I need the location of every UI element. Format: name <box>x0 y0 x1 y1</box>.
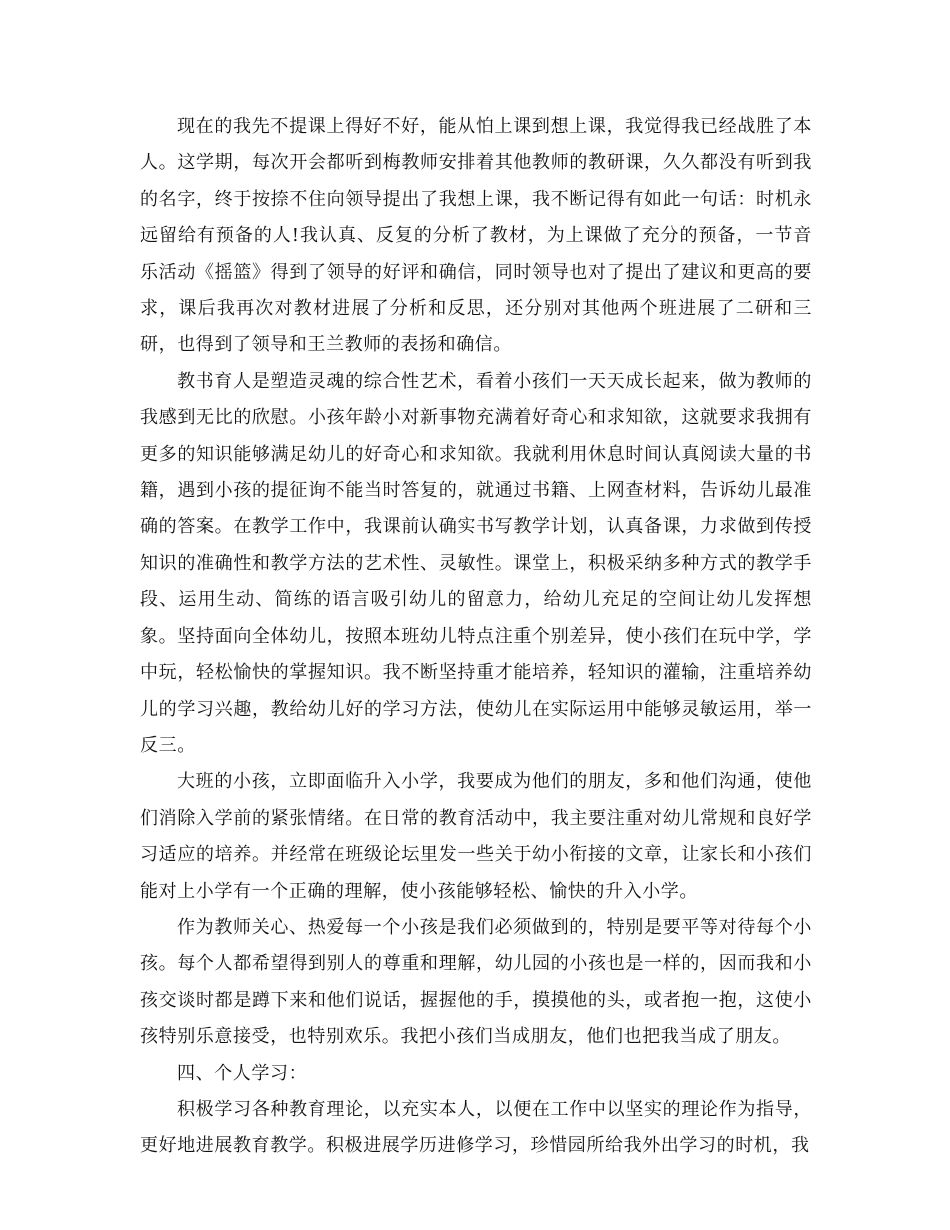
section-heading-personal-study: 四、个人学习： <box>177 1062 308 1084</box>
paragraph-teaching-work: 教书育人是塑造灵魂的综合性艺术，看着小孩们一天天成长起来，做为教师的我感到无比的欣慰。小孩年龄小对新事物充满着好奇心和求知欲，这就要求我拥有更多的知识能够满足幼儿的好奇心和求知欲。我就利用休息时间认真阅读大量的书籍，遇到小孩的提征询不能当时答复的，就通过书籍、上网查材料，告诉幼儿最准确的答案。在教学工作中，我课前认确实书写教学计划，认真备课，力求做到传授知识的准确性和教学方法的艺术性、灵敏性。课堂上，积极采纳多种方式的教学手段、运用生动、简练的语言吸引幼儿的留意力，给幼儿充足的空间让幼儿发挥想象。坚持面向全体幼儿，按照本班幼儿特点注重个别差异，使小孩们在玩中学，学中玩，轻松愉快的掌握知识。我不断坚持重才能培养，轻知识的灌输，注重培养幼儿的学习兴趣，教给幼儿好的学习方法，使幼儿在实际运用中能够灵敏运用，举一反三。 <box>140 370 812 756</box>
document-body <box>140 109 812 1165</box>
paragraph-school-transition: 大班的小孩，立即面临升入小学，我要成为他们的朋友，多和他们沟通，使他们消除入学前的紧张情绪。在日常的教育活动中，我主要注重对幼儿常规和良好学习适应的培养。并经常在班级论坛里发一些关于幼小衔接的文章，让家长和小孩们能对上小学有一个正确的理解，使小孩能够轻松、愉快的升入小学。 <box>140 771 812 902</box>
paragraph-public-lesson: 现在的我先不提课上得好不好，能从怕上课到想上课，我觉得我已经战胜了本人。这学期，每次开会都听到梅教师安排着其他教师的教研课，久久都没有听到我的名字，终于按捺不住向领导提出了我想上课，我不断记得有如此一句话：时机永远留给有预备的人!我认真、反复的分析了教材，为上课做了充分的预备，一节音乐活动《摇篮》得到了领导的好评和确信，同时领导也对了提出了建议和更高的要求，课后我再次对教材进展了分析和反思，还分别对其他两个班进展了二研和三研，也得到了领导和王兰教师的表扬和确信。 <box>140 116 812 356</box>
paragraph-caring-children: 作为教师关心、热爱每一个小孩是我们必须做到的，特别是要平等对待每个小孩。每个人都希望得到别人的尊重和理解，幼儿园的小孩也是一样的，因而我和小孩交谈时都是蹲下来和他们说话，握握他的手，摸摸他的头，或者抱一抱，这使小孩特别乐意接受，也特别欢乐。我把小孩们当成朋友，他们也把我当成了朋友。 <box>140 916 812 1048</box>
paragraph-personal-study: 积极学习各种教育理论，以充实本人，以便在工作中以坚实的理论作为指导，更好地进展教育教学。积极进展学历进修学习，珍惜园所给我外出学习的时机，我 <box>140 1098 812 1157</box>
